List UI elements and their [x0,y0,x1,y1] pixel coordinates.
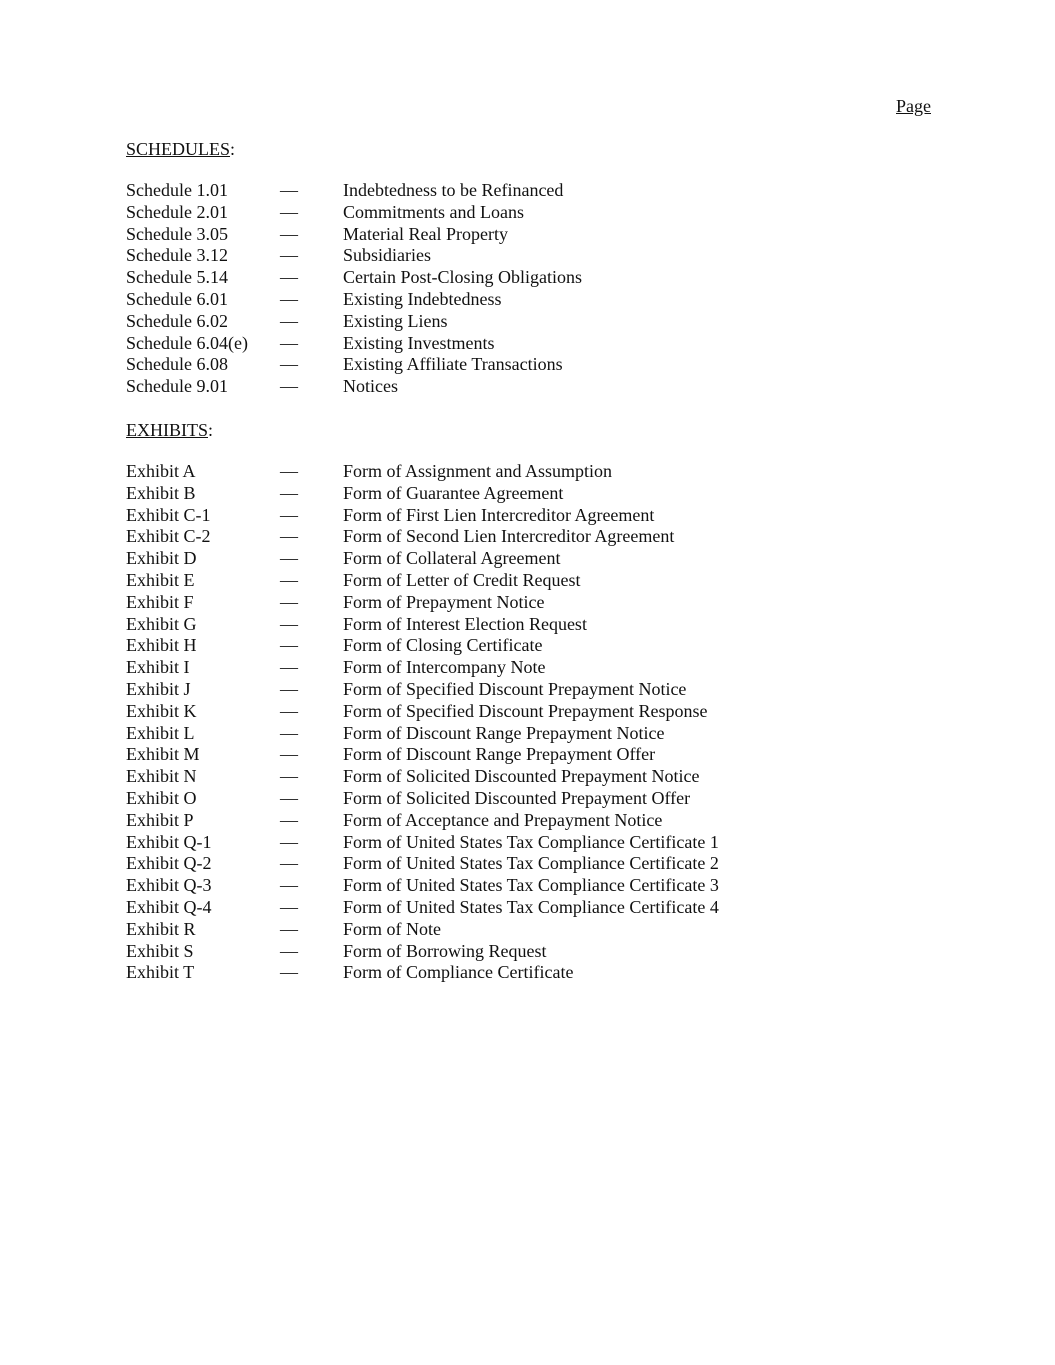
exhibit-row-code: Exhibit C-1 [126,504,211,525]
exhibit-row-dash: — [280,569,298,590]
schedule-row-title: Existing Investments [343,332,495,353]
exhibit-row-title: Form of Assignment and Assumption [343,461,613,481]
exhibit-row-code: Exhibit K [126,700,197,721]
exhibit-row [126,657,546,679]
exhibit-row [126,482,564,505]
exhibit-row [126,722,665,745]
exhibit-row [126,766,700,788]
schedule-row-code: Schedule 1.01 [126,180,228,200]
exhibit-row-dash: — [280,548,298,569]
schedule-row-code: Schedule 5.14 [126,267,228,288]
exhibit-row-code: Exhibit S [126,940,194,961]
schedule-row-title: Existing Liens [343,310,448,331]
exhibit-row [126,678,687,701]
exhibit-row [126,831,719,854]
schedule-row-dash: — [280,201,298,222]
page-column-label: Page [896,96,931,116]
exhibit-row-code: Exhibit Q-3 [126,875,212,896]
schedule-row-dash: — [280,267,298,288]
exhibit-row [126,962,574,984]
exhibit-row-dash: — [280,918,298,939]
exhibit-row [126,461,613,483]
exhibit-row-dash: — [280,635,298,656]
schedule-row-dash: — [280,332,298,353]
exhibit-row-code: Exhibit H [126,635,197,656]
exhibit-row-title: Form of Letter of Credit Request [343,569,581,590]
exhibit-row-dash: — [280,853,298,874]
exhibit-row [126,548,561,570]
exhibit-row [126,504,655,527]
exhibit-row-title: Form of Closing Certificate [343,635,543,656]
exhibit-row-code: Exhibit Q-1 [126,831,212,852]
exhibit-row [126,526,675,548]
exhibit-row-dash: — [280,787,298,808]
exhibit-row [126,853,719,875]
schedule-row-title: Existing Indebtedness [343,288,502,309]
exhibit-row [126,875,719,897]
exhibit-row-code: Exhibit Q-4 [126,896,212,917]
exhibit-row-code: Exhibit L [126,722,195,743]
exhibit-row [126,896,719,919]
schedule-row-dash: — [280,180,298,200]
exhibit-row-title: Form of Discount Range Prepayment Notice [343,722,665,743]
exhibit-row-title: Form of Acceptance and Prepayment Notice [343,809,663,830]
exhibit-row-title: Form of Specified Discount Prepayment Notice [343,678,687,699]
schedules-heading [126,138,235,160]
schedule-row [126,354,563,376]
exhibit-row [126,591,545,614]
exhibit-row-code: Exhibit I [126,657,190,678]
schedule-row-title: Existing Affiliate Transactions [343,354,563,375]
schedule-row-title: Notices [343,376,398,397]
exhibit-row-code: Exhibit Q-2 [126,853,212,874]
exhibit-row [126,809,663,832]
schedule-row [126,245,431,267]
exhibit-row-code: Exhibit J [126,678,191,699]
exhibit-row-code: Exhibit E [126,569,195,590]
exhibit-row-dash: — [280,526,298,547]
exhibit-row-title: Form of Solicited Discounted Prepayment Notice [343,766,700,787]
exhibit-row [126,569,581,592]
exhibit-row-dash: — [280,591,298,612]
exhibit-row-title: Form of Prepayment Notice [343,591,545,612]
exhibit-row-dash: — [280,461,298,481]
exhibit-row-code: Exhibit G [126,613,197,634]
schedule-row [126,223,508,246]
exhibit-row-dash: — [280,875,298,896]
exhibit-row-code: Exhibit M [126,744,200,765]
schedule-row-code: Schedule 3.12 [126,245,228,266]
exhibit-row [126,700,708,723]
exhibits-heading-colon: : [208,420,214,440]
exhibits-section [126,419,719,984]
exhibit-row-title: Form of Note [343,918,441,939]
exhibit-row [126,613,587,636]
exhibit-row [126,918,441,941]
schedule-row-code: Schedule 6.04(e) [126,332,248,353]
schedules-heading-colon: : [230,139,236,159]
exhibit-row-code: Exhibit D [126,548,197,569]
exhibit-row-dash: — [280,766,298,787]
exhibit-row-title: Form of Second Lien Intercreditor Agreement [343,526,675,547]
exhibit-row-dash: — [280,678,298,699]
exhibit-row-dash: — [280,722,298,743]
schedule-row [126,201,524,224]
schedule-row [126,267,583,289]
schedule-row-code: Schedule 3.05 [126,223,228,244]
exhibit-row-title: Form of United States Tax Compliance Certificate 3 [343,875,719,896]
exhibit-row-title: Form of United States Tax Compliance Certificate 2 [343,853,719,874]
schedule-row-dash: — [280,288,298,309]
exhibit-row-dash: — [280,700,298,721]
exhibit-row-title: Form of Interest Election Request [343,613,587,634]
exhibit-row-code: Exhibit P [126,809,194,830]
schedule-row-title: Indebtedness to be Refinanced [343,180,564,200]
exhibit-row-code: Exhibit R [126,918,196,939]
exhibit-row-code: Exhibit N [126,766,197,787]
exhibit-row [126,744,656,766]
schedule-row-title: Material Real Property [343,223,508,244]
exhibits-heading [126,419,213,441]
exhibit-row-title: Form of Specified Discount Prepayment Response [343,700,708,721]
schedule-row-code: Schedule 9.01 [126,376,228,397]
schedule-row-dash: — [280,245,298,266]
exhibits-list [126,461,719,984]
schedule-row-dash: — [280,354,298,375]
exhibit-row-title: Form of Solicited Discounted Prepayment Offer [343,787,691,808]
exhibit-row-title: Form of Compliance Certificate [343,962,574,983]
schedules-heading-text: SCHEDULES [126,139,231,159]
exhibit-row-code: Exhibit C-2 [126,526,211,547]
schedule-row-code: Schedule 6.01 [126,288,228,309]
exhibit-row [126,635,543,657]
schedule-row [126,332,495,355]
exhibit-row-dash: — [280,504,298,525]
exhibit-row-title: Form of Collateral Agreement [343,548,561,569]
exhibits-heading-text: EXHIBITS [126,420,208,440]
schedule-row [126,310,448,333]
exhibit-row-title: Form of Intercompany Note [343,657,546,678]
schedules-list [126,180,583,398]
schedule-row-dash: — [280,310,298,331]
schedule-row-dash: — [280,376,298,397]
exhibit-row-title: Form of United States Tax Compliance Certificate 1 [343,831,719,852]
exhibit-row-title: Form of United States Tax Compliance Certificate 4 [343,896,719,917]
schedule-row [126,288,502,311]
exhibit-row-code: Exhibit F [126,591,194,612]
schedule-row-code: Schedule 6.02 [126,310,228,331]
schedules-section [126,138,583,398]
exhibit-row-dash: — [280,940,298,961]
schedule-row-code: Schedule 6.08 [126,354,228,375]
exhibit-row [126,787,691,810]
schedule-row-title: Commitments and Loans [343,201,524,222]
exhibit-row-dash: — [280,831,298,852]
exhibit-row-code: Exhibit O [126,787,197,808]
exhibit-row-dash: — [280,657,298,678]
schedule-row [126,376,398,398]
exhibit-row-title: Form of Borrowing Request [343,940,547,961]
exhibit-row-title: Form of Discount Range Prepayment Offer [343,744,656,765]
exhibit-row-title: Form of Guarantee Agreement [343,482,564,503]
exhibit-row-code: Exhibit T [126,962,195,983]
exhibit-row-code: Exhibit A [126,461,196,481]
exhibit-row-code: Exhibit B [126,482,196,503]
exhibit-row [126,940,547,963]
exhibit-row-dash: — [280,896,298,917]
schedule-row-code: Schedule 2.01 [126,201,228,222]
exhibit-row-dash: — [280,744,298,765]
schedule-row-title: Subsidiaries [343,245,431,266]
exhibit-row-dash: — [280,613,298,634]
exhibit-row-dash: — [280,809,298,830]
exhibit-row-dash: — [280,962,298,983]
schedule-row [126,180,564,202]
schedule-row-title: Certain Post-Closing Obligations [343,267,583,288]
schedule-row-dash: — [280,223,298,244]
exhibit-row-title: Form of First Lien Intercreditor Agreement [343,504,655,525]
exhibit-row-dash: — [280,482,298,503]
